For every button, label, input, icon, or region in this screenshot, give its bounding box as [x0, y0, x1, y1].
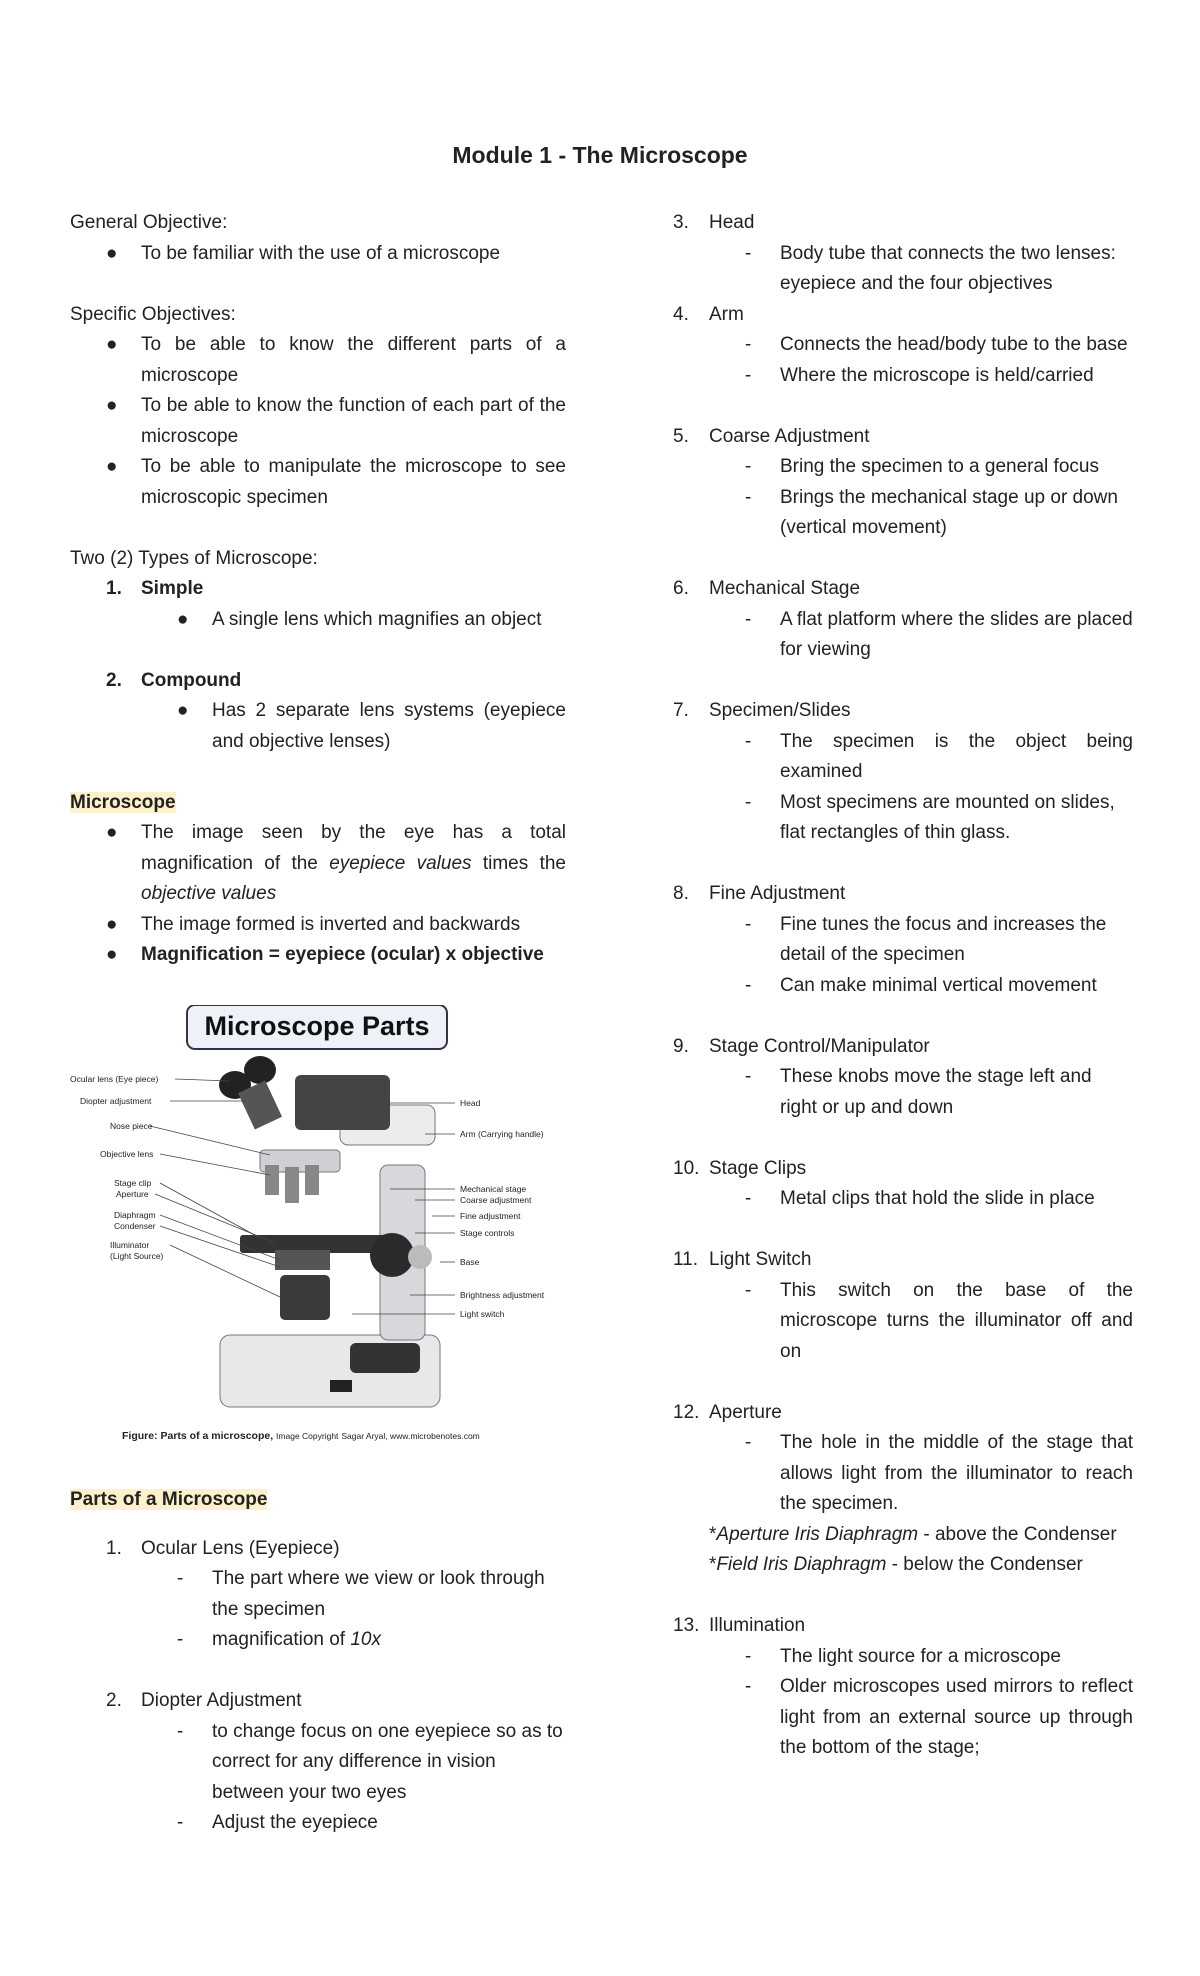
list-item: ● A single lens which magnifies an object — [70, 605, 566, 636]
list-item: - Body tube that connects the two lenses: eyepiece and the four objectives — [673, 239, 1133, 300]
part-stage-control: 9. Stage Control/Manipulator — [673, 1035, 930, 1057]
list-item: - Can make minimal vertical movement — [673, 971, 1133, 1002]
dash-icon: - — [745, 1676, 752, 1697]
label-objective: Objective lens — [100, 1149, 154, 1159]
bullet-icon: ● — [106, 242, 118, 264]
dash-icon: - — [745, 1645, 752, 1667]
dash-icon: - — [177, 1629, 184, 1650]
list-item: ● The image seen by the eye has a total magnification of the eyepiece values times the objective values — [70, 818, 566, 910]
list-item: ● To be able to know the function of each part of the microscope — [70, 391, 566, 452]
list-item: - The part where we view or look through the specimen — [70, 1564, 566, 1625]
dash-icon: - — [745, 974, 752, 996]
label-light-source: (Light Source) — [110, 1251, 164, 1261]
list-item: - The light source for a microscope — [673, 1642, 1133, 1673]
list-item: - The hole in the middle of the stage that allows light from the illuminator to reach the specimen. — [673, 1428, 1133, 1520]
microscope-diagram — [70, 1005, 570, 1445]
list-item: - Older microscopes used mirrors to reflect light from an external source up through the bottom of the stage; — [673, 1672, 1133, 1764]
list-item: ● The image formed is inverted and backwards — [70, 910, 566, 941]
bullet-icon: ● — [106, 334, 118, 355]
dash-icon: - — [745, 791, 752, 813]
list-item: - Most specimens are mounted on slides, flat rectangles of thin glass. — [673, 788, 1133, 849]
figure-caption: Figure: Parts of a microscope, Image Copyright Sagar Aryal, www.microbenotes.com — [122, 1430, 480, 1442]
label-brightness: Brightness adjustment — [460, 1290, 545, 1300]
dash-icon: - — [745, 1188, 752, 1209]
part-ocular-lens: 1. Ocular Lens (Eyepiece) — [106, 1537, 340, 1559]
label-ocular: Ocular lens (Eye piece) — [70, 1074, 159, 1084]
dash-icon: - — [745, 608, 752, 630]
label-aperture: Aperture — [116, 1189, 149, 1199]
right-column — [673, 208, 1133, 1764]
label-base: Base — [460, 1257, 480, 1267]
list-item: - Bring the specimen to a general focus — [673, 452, 1133, 483]
list-item: - Where the microscope is held/carried — [673, 361, 1133, 392]
list-item: - Fine tunes the focus and increases the detail of the specimen — [673, 910, 1133, 971]
list-item: - magnification of 10x — [70, 1625, 566, 1656]
page-title: Module 1 - The Microscope — [452, 142, 748, 168]
list-item: - Connects the head/body tube to the base — [673, 330, 1133, 361]
bullet-icon: ● — [106, 913, 118, 935]
type-compound: 2. Compound — [106, 669, 242, 691]
banner-text: Microscope Parts — [204, 1011, 430, 1041]
dash-icon: - — [745, 1279, 752, 1301]
part-specimen-slides: 7. Specimen/Slides — [673, 700, 851, 721]
bullet-icon: ● — [106, 822, 118, 843]
dash-icon: - — [745, 242, 752, 264]
part-arm: 4. Arm — [673, 303, 744, 325]
microscope-icon — [219, 1056, 440, 1407]
label-fine: Fine adjustment — [460, 1211, 521, 1221]
dash-icon: - — [177, 1812, 184, 1833]
microscope-parts-figure — [70, 1005, 570, 1445]
bullet-icon: ● — [106, 944, 118, 965]
bullet-icon: ● — [177, 700, 189, 721]
label-diaphragm: Diaphragm — [114, 1210, 156, 1220]
list-item: ● To be familiar with the use of a microscope — [70, 239, 566, 270]
list-item: ● To be able to manipulate the microscope to see microscopic specimen — [70, 452, 566, 513]
dash-icon: - — [745, 1066, 752, 1087]
dash-icon: - — [745, 1432, 752, 1453]
part-illumination: 13. Illumination — [673, 1615, 806, 1636]
left-column — [70, 208, 566, 971]
part-aperture: 12. Aperture — [673, 1401, 782, 1423]
list-item: - Brings the mechanical stage up or down (vertical movement) — [673, 483, 1133, 544]
specific-objectives-heading: Specific Objectives: — [70, 303, 236, 325]
label-illuminator: Illuminator — [110, 1240, 150, 1250]
label-light-switch: Light switch — [460, 1309, 505, 1319]
dash-icon: - — [745, 456, 752, 477]
part-coarse-adjustment: 5. Coarse Adjustment — [673, 425, 870, 447]
part-fine-adjustment: 8. Fine Adjustment — [673, 883, 846, 904]
parts-heading: Parts of a Microscope — [70, 1489, 268, 1510]
list-item: - Adjust the eyepiece — [70, 1808, 566, 1839]
part-diopter: 2. Diopter Adjustment — [106, 1690, 302, 1711]
microscope-heading: Microscope — [70, 791, 176, 813]
list-item: - This switch on the base of the microscope turns the illuminator off and on — [673, 1276, 1133, 1368]
list-item: - A flat platform where the slides are placed for viewing — [673, 605, 1133, 666]
list-item: - The specimen is the object being examined — [673, 727, 1133, 788]
part-mechanical-stage: 6. Mechanical Stage — [673, 578, 861, 599]
dash-icon: - — [745, 913, 752, 935]
dash-icon: - — [745, 334, 752, 355]
list-item: ● Has 2 separate lens systems (eyepiece and objective lenses) — [70, 696, 566, 757]
label-head: Head — [460, 1098, 481, 1108]
part-stage-clips: 10. Stage Clips — [673, 1157, 807, 1179]
bullet-icon: ● — [106, 395, 118, 416]
types-heading: Two (2) Types of Microscope: — [70, 547, 318, 569]
list-item: ● To be able to know the different parts of a microscope — [70, 330, 566, 391]
dash-icon: - — [745, 730, 752, 752]
label-stage-controls: Stage controls — [460, 1228, 515, 1238]
aperture-note-2: *Field Iris Diaphragm - below the Condenser — [709, 1554, 1083, 1575]
label-stage-clip: Stage clip — [114, 1178, 152, 1188]
left-column-parts — [70, 1485, 566, 1839]
dash-icon: - — [177, 1568, 184, 1589]
dash-icon: - — [177, 1720, 184, 1742]
label-mechanical-stage: Mechanical stage — [460, 1184, 527, 1194]
label-arm: Arm (Carrying handle) — [460, 1129, 544, 1139]
bullet-icon: ● — [106, 456, 118, 477]
label-condenser: Condenser — [114, 1221, 156, 1231]
part-light-switch: 11. Light Switch — [673, 1249, 812, 1270]
type-simple: 1. Simple — [106, 578, 204, 599]
label-nosepiece: Nose piece — [110, 1121, 153, 1131]
label-diopter: Diopter adjustment — [80, 1096, 152, 1106]
dash-icon: - — [745, 364, 752, 386]
list-item: - Metal clips that hold the slide in place — [673, 1184, 1133, 1215]
dash-icon: - — [745, 486, 752, 508]
part-head: 3. Head — [673, 212, 755, 233]
general-objective-heading: General Objective: — [70, 212, 228, 233]
aperture-note-1: *Aperture Iris Diaphragm - above the Condenser — [709, 1523, 1117, 1545]
label-coarse: Coarse adjustment — [460, 1195, 532, 1205]
list-item: - These knobs move the stage left and right or up and down — [673, 1062, 1133, 1123]
list-item: - to change focus on one eyepiece so as to correct for any difference in vision between your two eyes — [70, 1717, 566, 1809]
list-item: ● Magnification = eyepiece (ocular) x objective — [70, 940, 566, 971]
bullet-icon: ● — [177, 608, 189, 630]
